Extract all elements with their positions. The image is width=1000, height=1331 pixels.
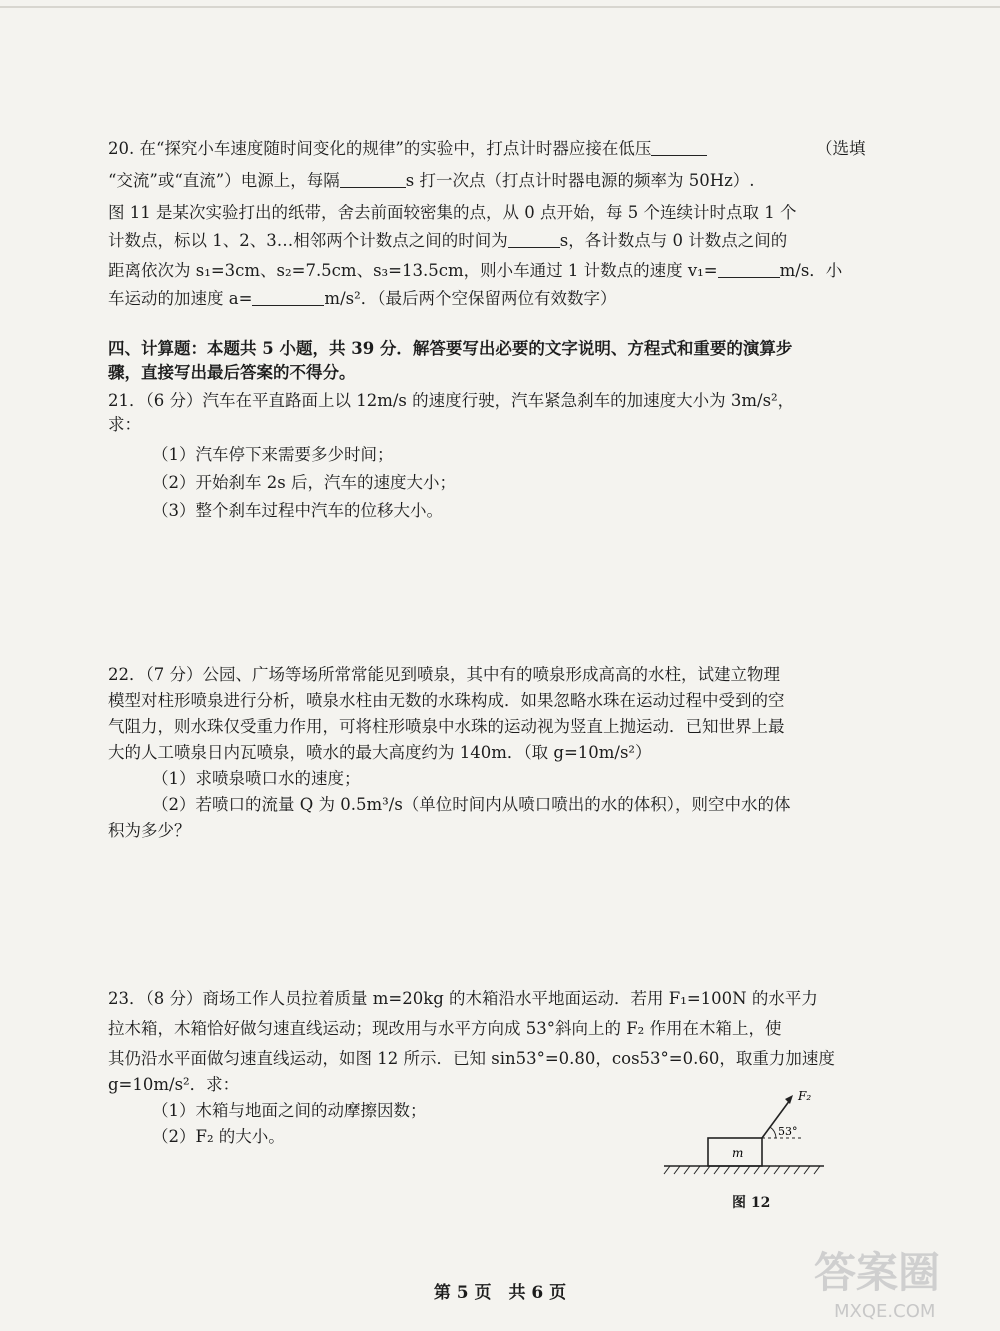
q20-line4: 计数点，标以 1、2、3…相邻两个计数点之间的时间为 — [108, 231, 508, 250]
watermark-url: MXQE.COM — [834, 1301, 936, 1322]
q23-line4: g=10m/s²．求： — [108, 1075, 240, 1094]
section4-line1: 四、计算题：本题共 5 小题，共 39 分．解答要写出必要的文字说明、方程式和重要的演算步 — [108, 339, 793, 358]
angle-arc — [770, 1127, 776, 1138]
q22-line3: 气阻力，则水珠仅受重力作用，可将柱形喷泉中水珠的运动视为竖直上抛运动．已知世界上最 — [108, 717, 785, 736]
q23-sub1: （1）木箱与地面之间的动摩擦因数； — [152, 1101, 427, 1120]
q22-line1: 22．（7 分）公园、广场等场所常常能见到喷泉，其中有的喷泉形成高高的水柱，试建立物理 — [108, 665, 780, 684]
force-label: F₂ — [798, 1089, 812, 1103]
watermark-text: 答案圈 — [814, 1248, 941, 1297]
q23-line3: 其仍沿水平面做匀速直线运动，如图 12 所示．已知 sin53°=0.80，cos53°=0.60，取重力加速度 — [108, 1049, 835, 1068]
q20-line5a: 距离依次为 s₁=3cm、s₂=7.5cm、s₃=13.5cm，则小车通过 1 计数点的速度 v₁= — [108, 261, 718, 280]
page-footer: 第 5 页 共 6 页 — [433, 1283, 567, 1303]
q20-blank-interval — [340, 171, 406, 188]
angle-label: 53° — [778, 1125, 798, 1138]
q20-line1: 20. 在“探究小车速度随时间变化的规律”的实验中，打点计时器应接在低压 — [108, 139, 652, 158]
mass-label: m — [732, 1146, 744, 1160]
q22-sub1: （1）求喷泉喷口水的速度； — [152, 769, 361, 788]
q20-line1-tail: （选填 — [816, 139, 866, 158]
q22-line4: 大的人工喷泉日内瓦喷泉，喷水的最大高度约为 140m．（取 g=10m/s²） — [108, 743, 652, 762]
q23-sub2: （2）F₂ 的大小。 — [152, 1127, 285, 1146]
q20-line2a: “交流”或“直流”）电源上，每隔 — [108, 171, 340, 190]
q20-line3: 图 11 是某次实验打出的纸带，舍去前面较密集的点，从 0 点开始，每 5 个连续计时点取 1 个 — [108, 203, 797, 222]
q20-blank-velocity — [718, 261, 780, 278]
figure-12-caption: 图 12 — [732, 1195, 771, 1211]
q23-line2: 拉木箱，木箱恰好做匀速直线运动；现改用与水平方向成 53°斜向上的 F₂ 作用在木箱上，使 — [108, 1019, 782, 1038]
q21-sub2: （2）开始刹车 2s 后，汽车的速度大小； — [152, 473, 456, 492]
q20-line6b: m/s²．（最后两个空保留两位有效数字） — [324, 289, 617, 308]
force-arrow-head — [785, 1095, 793, 1104]
q21-line1: 21．（6 分）汽车在平直路面上以 12m/s 的速度行驶，汽车紧急刹车的加速度大小为 3m/s²， — [108, 391, 795, 410]
q20-line5b: m/s．小 — [779, 261, 843, 280]
q20-blank-time — [508, 231, 560, 248]
q22-sub2-cont: 积为多少？ — [108, 821, 191, 840]
q20-blank-acceleration — [252, 289, 324, 306]
q22-sub2: （2）若喷口的流量 Q 为 0.5m³/s（单位时间内从喷口喷出的水的体积），则空中水的体 — [152, 795, 791, 814]
q20-line6a: 车运动的加速度 a= — [108, 289, 253, 308]
q21-sub3: （3）整个刹车过程中汽车的位移大小。 — [152, 501, 443, 520]
q20-blank-current-type — [651, 139, 707, 156]
top-edge-line — [0, 6, 1000, 8]
q21-sub1: （1）汽车停下来需要多少时间； — [152, 445, 394, 464]
ground-hatching — [664, 1166, 824, 1174]
figure-12-diagram — [660, 1080, 830, 1180]
watermark-logo — [804, 1235, 994, 1325]
q20-line2b: s 打一次点（打点计时器电源的频率为 50Hz）. — [405, 171, 755, 190]
q20-line4b: s，各计数点与 0 计数点之间的 — [559, 231, 788, 250]
q22-line2: 模型对柱形喷泉进行分析，喷泉水柱由无数的水珠构成．如果忽略水珠在运动过程中受到的空 — [108, 691, 785, 710]
q23-line1: 23．（8 分）商场工作人员拉着质量 m=20kg 的木箱沿水平地面运动．若用 F₁=100N 的水平力 — [108, 989, 818, 1008]
section4-line2: 骤，直接写出最后答案的不得分。 — [108, 363, 356, 382]
q21-line2: 求： — [108, 415, 141, 434]
